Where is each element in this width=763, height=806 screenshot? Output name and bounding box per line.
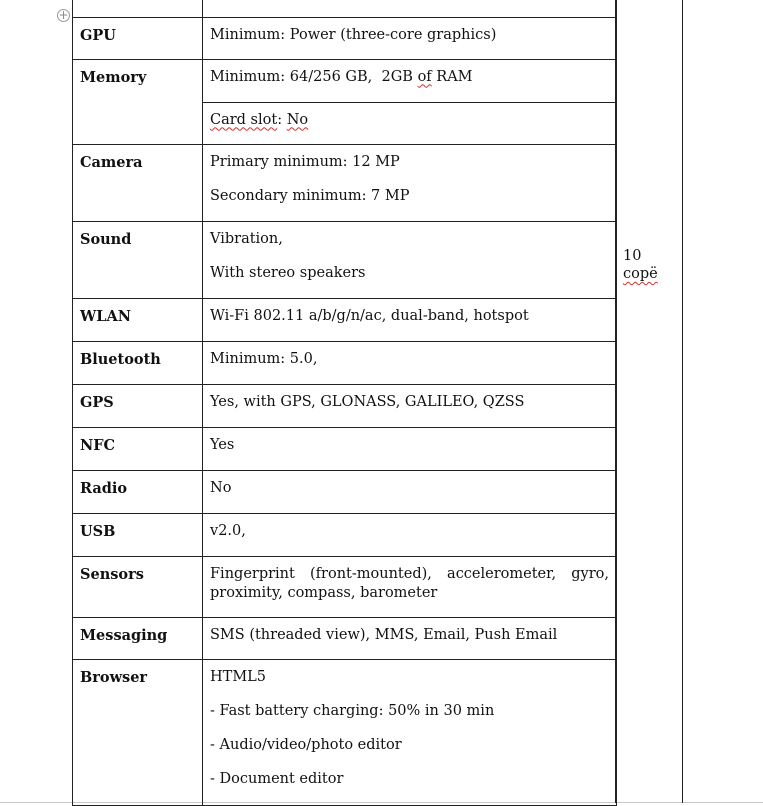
move-handle-icon[interactable]: + xyxy=(58,8,69,22)
spec-value xyxy=(203,59,617,102)
table-row-browser xyxy=(73,659,617,805)
spec-value-line: - Document editor xyxy=(210,770,344,787)
spec-value-line: Minimum: 5.0, xyxy=(210,350,318,367)
spec-label: WLAN xyxy=(73,298,203,341)
spec-value-line: Yes xyxy=(210,436,235,453)
spec-value-line: Yes, with GPS, GLONASS, GALILEO, QZSS xyxy=(210,393,525,410)
table-row-gpu xyxy=(73,17,617,59)
memory-text: Minimum: 64/256 GB, 2GB xyxy=(210,68,418,85)
spec-label: Sensors xyxy=(73,556,203,617)
table-cell xyxy=(203,0,617,17)
spec-value-line: Wi-Fi 802.11 a/b/g/n/ac, dual-band, hotspot xyxy=(210,307,529,324)
spec-value-line: v2.0, xyxy=(210,522,246,539)
table-row-messaging xyxy=(73,617,617,659)
table-cell xyxy=(73,0,203,17)
table-row-camera xyxy=(73,144,617,221)
spec-value xyxy=(203,221,617,298)
spec-value xyxy=(203,102,617,144)
spec-value xyxy=(203,659,617,805)
side-note-number: 10 xyxy=(623,248,642,264)
card-slot-value[interactable]: No xyxy=(286,111,309,128)
spec-label: GPS xyxy=(73,384,203,427)
memory-text-end: RAM xyxy=(431,68,473,85)
spec-value-line: HTML5 xyxy=(210,668,267,685)
spec-label: Radio xyxy=(73,470,203,513)
table-row-sound xyxy=(73,221,617,298)
table-row-bluetooth xyxy=(73,341,617,384)
table-row-usb xyxy=(73,513,617,556)
table-row-gps xyxy=(73,384,617,427)
spec-label: Memory xyxy=(73,59,203,144)
spec-value xyxy=(203,470,617,513)
spec-value-line: SMS (threaded view), MMS, Email, Push Email xyxy=(210,626,558,643)
spec-label: Bluetooth xyxy=(73,341,203,384)
spec-value-line: Minimum: Power (three-core graphics) xyxy=(210,26,497,43)
spec-value xyxy=(203,384,617,427)
spec-value xyxy=(203,427,617,470)
spec-value-line: Primary minimum: 12 MP xyxy=(210,153,400,170)
spec-label: Camera xyxy=(73,144,203,221)
spec-label: NFC xyxy=(73,427,203,470)
spec-value-line: Fingerprint (front-mounted), accelerometer, gyro, proximity, compass, barometer xyxy=(210,565,609,601)
table-row-nfc xyxy=(73,427,617,470)
spellcheck-word[interactable]: of xyxy=(417,68,432,85)
spec-label: Messaging xyxy=(73,617,203,659)
spec-value xyxy=(203,513,617,556)
spec-value-line: - Audio/video/photo editor xyxy=(210,736,402,753)
table-row-radio xyxy=(73,470,617,513)
spec-value-line: - Fast battery charging: 50% in 30 min xyxy=(210,702,495,719)
spec-value-line: Secondary minimum: 7 MP xyxy=(210,187,410,204)
spec-value-line: Card slot: No xyxy=(210,111,309,128)
table-row-wlan xyxy=(73,298,617,341)
spec-value xyxy=(203,298,617,341)
spec-value-line: With stereo speakers xyxy=(210,264,366,281)
table-row-memory xyxy=(73,59,617,102)
spec-value xyxy=(203,341,617,384)
side-note-word[interactable]: copё xyxy=(623,266,658,282)
card-slot-label[interactable]: Card slot xyxy=(210,111,278,128)
spec-value xyxy=(203,144,617,221)
spec-value xyxy=(203,556,617,617)
spec-label: USB xyxy=(73,513,203,556)
spec-value-line xyxy=(210,68,609,87)
spec-label: Browser xyxy=(73,659,203,805)
table-row-stub xyxy=(73,0,617,17)
table-row-sensors xyxy=(73,556,617,617)
spec-value xyxy=(203,617,617,659)
spec-value-line: No xyxy=(210,479,232,496)
spec-table xyxy=(72,0,617,806)
spec-value xyxy=(203,17,617,59)
spec-value-line: Vibration, xyxy=(210,230,283,247)
spec-label: GPU xyxy=(73,17,203,59)
side-note xyxy=(623,247,679,283)
spec-label: Sound xyxy=(73,221,203,298)
